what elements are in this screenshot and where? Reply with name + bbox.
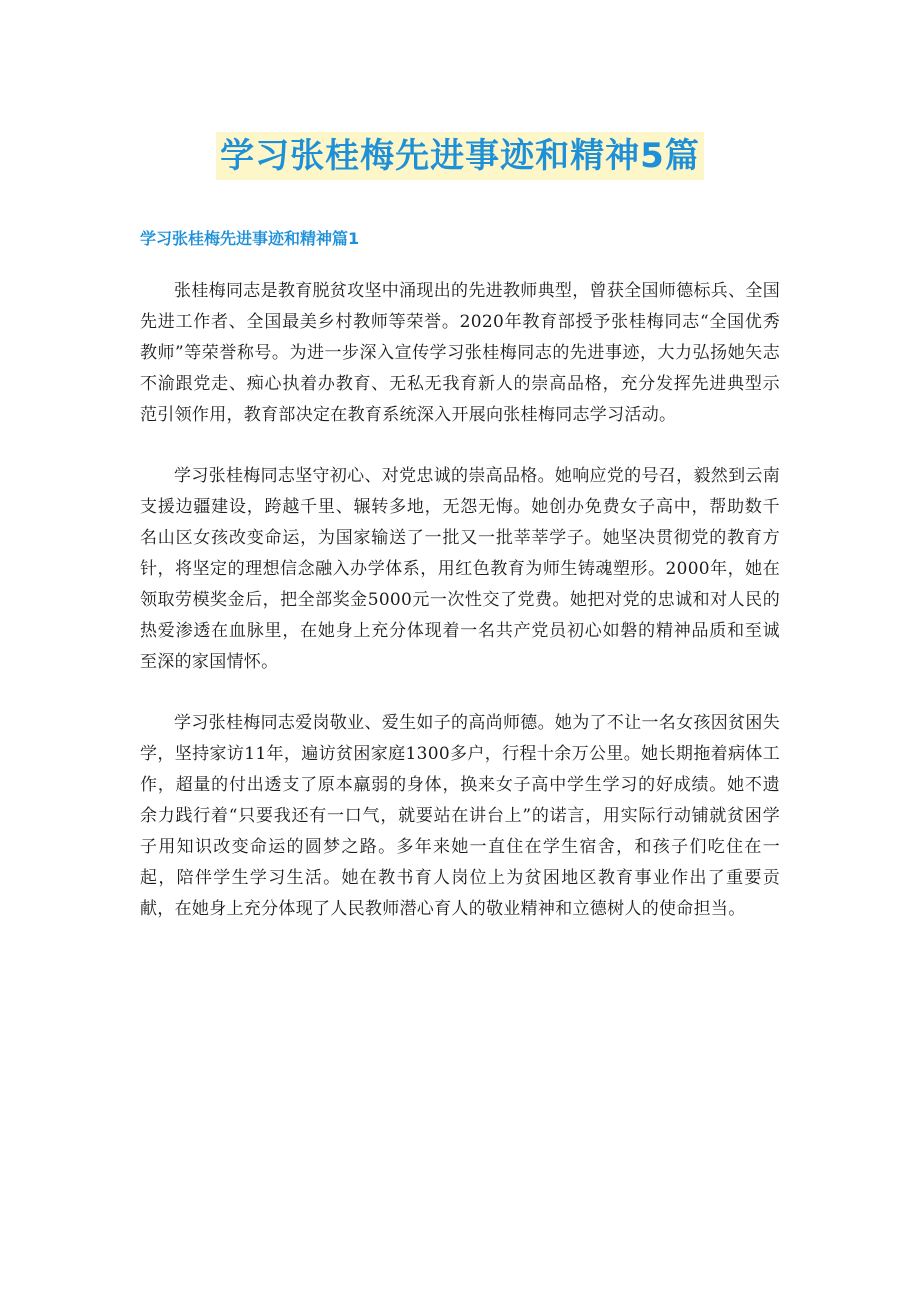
document-title: 学习张桂梅先进事迹和精神5篇 <box>216 132 704 180</box>
paragraph-2: 学习张桂梅同志坚守初心、对党忠诚的崇高品格。她响应党的号召，毅然到云南支援边疆建设，跨越千里、辗转多地，无怨无悔。她创办免费女子高中，帮助数千名山区女孩改变命运，为国家输送了一批又一批莘莘学子。她坚决贯彻党的教育方针，将坚定的理想信念融入办学体系，用红色教育为师生铸魂塑形。2000年，她在领取劳模奖金后，把全部奖金5000元一次性交了党费。她把对党的忠诚和对人民的热爱渗透在血脉里，在她身上充分体现着一名共产党员初心如磐的精神品质和至诚至深的家国情怀。 <box>140 466 780 672</box>
paragraph-3: 学习张桂梅同志爱岗敬业、爱生如子的高尚师德。她为了不让一名女孩因贫困失学，坚持家访11年，遍访贫困家庭1300多户，行程十余万公里。她长期拖着病体工作，超量的付出透支了原本羸弱的身体，换来女子高中学生学习的好成绩。她不遗余力践行着“只要我还有一口气，就要站在讲台上”的诺言，用实际行动铺就贫困学子用知识改变命运的圆梦之路。多年来她一直住在学生宿舍，和孩子们吃住在一起，陪伴学生学习生活。她在教书育人岗位上为贫困地区教育事业作出了重要贡献，在她身上充分体现了人民教师潜心育人的敬业精神和立德树人的使命担当。 <box>140 713 780 919</box>
section-heading: 学习张桂梅先进事迹和精神篇1 <box>140 229 360 248</box>
document-body <box>140 276 780 955</box>
paragraph-1: 张桂梅同志是教育脱贫攻坚中涌现出的先进教师典型，曾获全国师德标兵、全国先进工作者、全国最美乡村教师等荣誉。2020年教育部授予张桂梅同志“全国优秀教师”等荣誉称号。为进一步深入宣传学习张桂梅同志的先进事迹，大力弘扬她矢志不渝跟党走、痴心执着办教育、无私无我育新人的崇高品格，充分发挥先进典型示范引领作用，教育部决定在教育系统深入开展向张桂梅同志学习活动。 <box>140 281 780 425</box>
title-container <box>0 132 920 180</box>
